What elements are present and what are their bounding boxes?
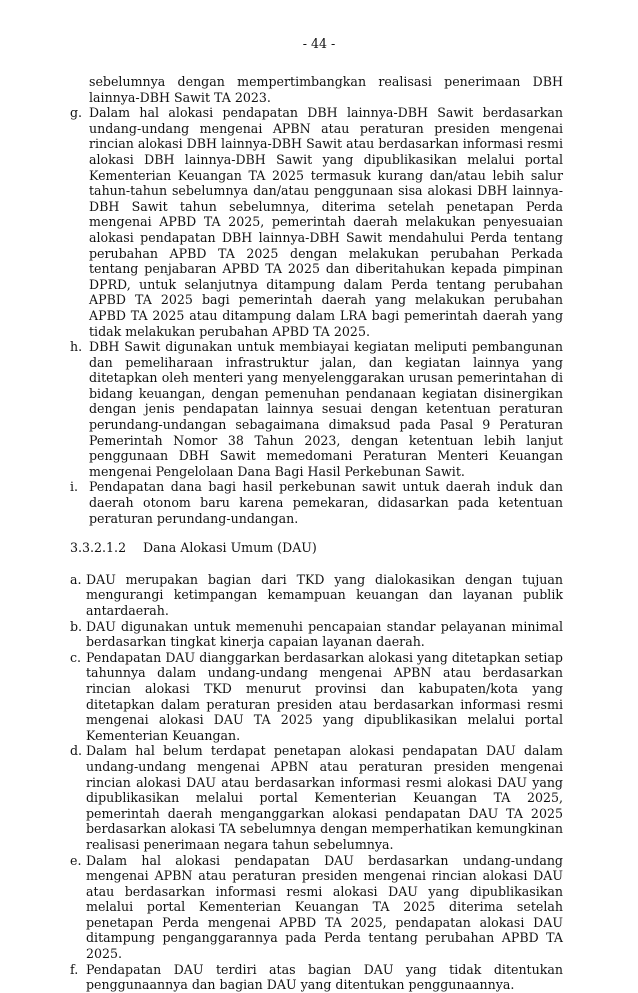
list-marker: a. <box>70 571 82 587</box>
section-title: Dana Alokasi Umum (DAU) <box>143 540 317 556</box>
list-item-text: DBH Sawit digunakan untuk membiayai kegiatan meliputi pembangunan dan pemeliharaan infrastruktur jalan, dan kegiatan lainnya yang ditetapkan oleh menteri yang menyelenggarakan urusan pemerintahan di bidang keuangan, dengan pemenuhan pendanaan kegiatan disinergikan dengan jenis pendapatan lainnya sesuai dengan ketentuan peraturan perundang-undangan sebagaimana dimaksud pada Pasal 9 Peraturan Pemerintah Nomor 38 Tahun 2023, dengan ketentuan lebih lanjut penggunaan DBH Sawit memedomani Peraturan Menteri Keuangan mengenai Pengelolaan Dana Bagi Hasil Perkebunan Sawit. <box>89 339 563 479</box>
continuation-paragraph: sebelumnya dengan mempertimbangkan realisasi penerimaan DBH lainnya-DBH Sawit TA 2023. <box>89 74 563 105</box>
list-item-c <box>70 650 563 744</box>
section-heading <box>70 540 563 556</box>
list-item-text: Dalam hal alokasi pendapatan DAU berdasarkan undang-undang mengenai APBN atau peraturan presiden mengenai rincian alokasi DAU atau berdasarkan informasi resmi alokasi DAU yang dipublikasikan melalui portal Kementerian Keuangan TA 2025 diterima setelah penetapan Perda mengenai APBD TA 2025, pendapatan alokasi DAU ditampung penganggarannya pada Perda tentang perubahan APBD TA 2025. <box>86 852 563 962</box>
list-dau <box>70 572 563 993</box>
list-marker: e. <box>70 852 82 868</box>
list-item-text: Dalam hal belum terdapat penetapan alokasi pendapatan DAU dalam undang-undang mengenai APBN atau peraturan presiden mengenai rincian alokasi DAU atau berdasarkan informasi resmi alokasi DAU yang dipublikasikan melalui portal Kementerian Keuangan TA 2025, pemerintah daerah menganggarkan alokasi pendapatan DAU TA 2025 berdasarkan alokasi TA sebelumnya dengan memperhatikan kemungkinan realisasi penerimaan negara tahun sebelumnya. <box>86 743 564 852</box>
page-number: - 44 - <box>302 36 336 51</box>
list-item-text: Pendapatan DAU terdiri atas bagian DAU yang tidak ditentukan penggunaannya dan bagian DAU yang ditentukan penggunaannya. <box>86 961 563 993</box>
list-item-a <box>70 572 563 619</box>
list-marker: d. <box>70 743 83 759</box>
list-marker: f. <box>70 961 79 977</box>
list-item-g <box>70 105 563 339</box>
section-number: 3.3.2.1.2 <box>70 540 127 556</box>
list-item-text: Dalam hal alokasi pendapatan DBH lainnya-DBH Sawit berdasarkan undang-undang mengenai APBN atau peraturan presiden mengenai rincian alokasi DBH lainnya-DBH Sawit atau berdasarkan informasi resmi alokasi DBH lainnya-DBH Sawit yang dipublikasikan melalui portal Kementerian Keuangan TA 2025 termasuk kurang dan/atau lebih salur tahun-tahun sebelumnya dan/atau penggunaan sisa alokasi DBH lainnya-DBH Sawit tahun sebelumnya, diterima setelah penetapan Perda mengenai APBD TA 2025, pemerintah daerah melakukan penyesuaian alokasi pendapatan DBH lainnya-DBH Sawit mendahului Perda tentang perubahan APBD TA 2025 dengan melakukan perubahan Perkada tentang penjabaran APBD TA 2025 dan diberitahukan kepada pimpinan DPRD, untuk selanjutnya ditampung dalam Perda tentang perubahan APBD TA 2025 bagi pemerintah daerah yang melakukan perubahan APBD TA 2025 atau ditampung dalam LRA bagi pemerintah daerah yang tidak melakukan perubahan APBD TA 2025. <box>89 105 563 339</box>
list-item-text: Pendapatan DAU dianggarkan berdasarkan alokasi yang ditetapkan setiap tahunnya dalam undang-undang mengenai APBN atau berdasarkan rincian alokasi TKD menurut provinsi dan kabupaten/kota yang ditetapkan dalam peraturan presiden atau berdasarkan informasi resmi mengenai alokasi DAU TA 2025 yang dipublikasikan melalui portal Kementerian Keuangan. <box>86 649 563 743</box>
list-item-e <box>70 853 563 962</box>
list-marker: b. <box>70 618 83 634</box>
list-item-text: DAU merupakan bagian dari TKD yang dialokasikan dengan tujuan mengurangi ketimpangan kemampuan keuangan dan layanan publik antardaerah. <box>86 571 563 618</box>
list-item-f <box>70 962 563 993</box>
list-marker: i. <box>70 479 79 495</box>
list-item-text: DAU digunakan untuk memenuhi pencapaian standar pelayanan minimal berdasarkan tingkat kinerja capaian layanan daerah. <box>86 618 563 650</box>
list-item-text: Pendapatan dana bagi hasil perkebunan sawit untuk daerah induk dan daerah otonom baru karena pemekaran, didasarkan pada ketentuan peraturan perundang-undangan. <box>89 479 563 526</box>
list-marker: c. <box>70 649 82 665</box>
list-item-b <box>70 619 563 650</box>
page-content <box>70 74 563 993</box>
list-item-i <box>70 479 563 526</box>
list-dbh-sawit <box>70 105 563 526</box>
list-item-h <box>70 339 563 479</box>
list-marker: g. <box>70 105 83 121</box>
list-item-d <box>70 743 563 852</box>
list-marker: h. <box>70 339 83 355</box>
